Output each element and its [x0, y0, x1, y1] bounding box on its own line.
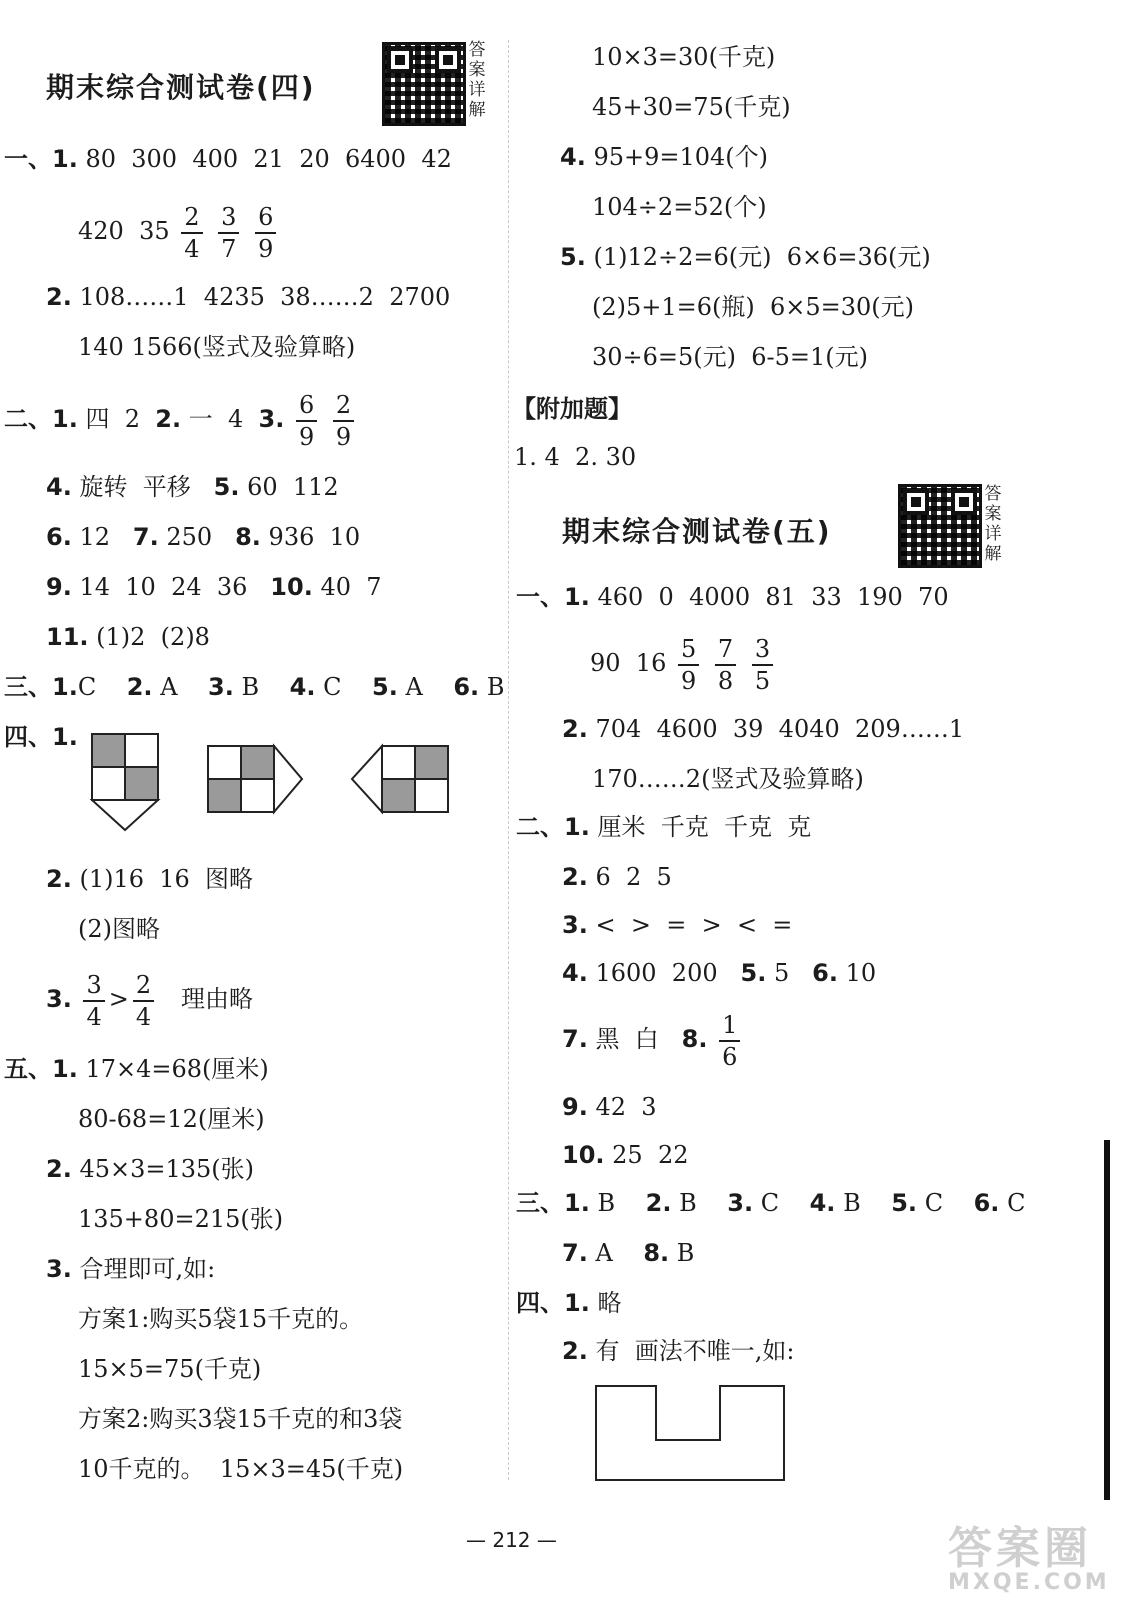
r-top-q5-l3: 30÷6=5(元) 6-5=1(元) — [592, 343, 869, 371]
column-divider — [508, 40, 509, 1480]
l-s5-q3-l4: 方案2:购买3袋15千克的和3袋 — [78, 1405, 403, 1433]
r-s2-q10: 10. 25 22 — [562, 1141, 689, 1169]
r-top-q4-l1: 4. 95+9=104(个) — [560, 143, 769, 171]
l-s1-line1: 一、1. 80 300 400 21 20 6400 42 — [4, 145, 452, 173]
l-s5-q2-l1: 2. 45×3=135(张) — [46, 1155, 255, 1183]
fraction: $\frac{6}{9}$ — [255, 202, 276, 264]
r-top-q5-l1: 5. (1)12÷2=6(元) 6×6=36(元) — [560, 243, 931, 271]
page-edge-bar — [1104, 1140, 1110, 1500]
qr-caption-left: 答 案 详 解 — [468, 40, 486, 120]
figure-right-arrow — [208, 746, 302, 812]
page-number: — 212 — — [466, 1528, 557, 1552]
figure-left-arrow — [352, 746, 448, 812]
fraction: $\frac{3}{4}$ — [83, 970, 104, 1032]
extra-title: 【附加题】 — [512, 395, 632, 423]
l-s2-row3: 6. 12 7. 250 8. 936 10 — [46, 523, 361, 551]
l-s3-row: 三、1.C 2. A 3. B 4. C 5. A 6. B — [4, 673, 505, 701]
l-s5-q3-l1: 3. 合理即可,如: — [46, 1255, 216, 1283]
fraction: $\frac{2}{4}$ — [181, 202, 202, 264]
l-s2-row4: 9. 14 10 24 36 10. 40 7 — [46, 573, 382, 601]
r-s2-q2: 2. 6 2 5 — [562, 863, 672, 891]
fraction: $\frac{7}{8}$ — [715, 634, 736, 696]
l-s4-q3: 3. $\frac{3}{4}$ > $\frac{2}{4}$ 理由略 — [46, 970, 254, 1031]
l-s4-q2-line1: 2. (1)16 16 图略 — [46, 865, 254, 893]
figure-down-arrow — [92, 734, 158, 830]
extra-answers: 1. 4 2. 30 — [514, 443, 637, 471]
l-s5-q3-l3: 15×5=75(千克) — [78, 1355, 262, 1383]
qr-caption-right: 答 案 详 解 — [984, 484, 1002, 564]
l-s1-q2-line1: 2. 108……1 4235 38……2 2700 — [46, 283, 451, 311]
r-s2-q9: 9. 42 3 — [562, 1093, 657, 1121]
fraction: $\frac{5}{9}$ — [678, 634, 699, 696]
l-s1-line2: 420 35 $\frac{2}{4}$ $\frac{3}{7}$ $\frac{6}{9}$ — [78, 196, 280, 266]
qr-code-left[interactable] — [382, 42, 466, 126]
r-s1-q2-line1: 2. 704 4600 39 4040 209……1 — [562, 715, 965, 743]
r-top-l2: 45+30=75(千克) — [592, 93, 791, 121]
fraction: $\frac{6}{9}$ — [296, 390, 317, 452]
r-s2-q3: 3. < > = > < = — [562, 911, 793, 939]
r-s2-q1: 二、1. 厘米 千克 千克 克 — [516, 813, 812, 841]
r-top-l1: 10×3=30(千克) — [592, 43, 776, 71]
pentagon-grid-figures — [90, 732, 470, 832]
r-s2-q7: 7. 黑 白 8. $\frac{1}{6}$ — [562, 1004, 744, 1074]
left-title: 期末综合测试卷(四) — [46, 71, 316, 104]
right-title: 期末综合测试卷(五) — [562, 515, 832, 548]
r-s3-row2: 7. A 8. B — [562, 1239, 695, 1267]
fraction: $\frac{2}{9}$ — [333, 390, 354, 452]
l-s5-q1-l2: 80-68=12(厘米) — [78, 1105, 265, 1133]
fraction: $\frac{3}{7}$ — [218, 202, 239, 264]
r-s3-row1: 三、1. B 2. B 3. C 4. B 5. C 6. C — [516, 1189, 1026, 1217]
r-s1-q2-line2: 170……2(竖式及验算略) — [592, 765, 864, 793]
l-s1-q2-line2: 140 1566(竖式及验算略) — [78, 333, 356, 361]
fraction: $\frac{2}{4}$ — [133, 970, 154, 1032]
l-s5-q2-l2: 135+80=215(张) — [78, 1205, 284, 1233]
r-s2-q4: 4. 1600 200 5. 5 6. 10 — [562, 959, 877, 987]
l-s5-q3-l5: 10千克的。 15×3=45(千克) — [78, 1455, 404, 1483]
fraction: $\frac{3}{5}$ — [752, 634, 773, 696]
fraction: $\frac{1}{6}$ — [719, 1010, 740, 1072]
r-top-q5-l2: (2)5+1=6(瓶) 6×5=30(元) — [592, 293, 915, 321]
r-s4-q2: 2. 有 画法不唯一,如: — [562, 1337, 795, 1365]
r-s1-line1: 一、1. 460 0 4000 81 33 190 70 — [516, 583, 949, 611]
l-s5-q1-l1: 五、1. 17×4=68(厘米) — [4, 1055, 269, 1083]
l-s2-row5: 11. (1)2 (2)8 — [46, 623, 210, 651]
u-shape-figure — [594, 1384, 788, 1484]
l-s2-row1: 二、1. 四 2 2. 一 4 3. $\frac{6}{9}$ $\frac{2}{9}$ — [4, 384, 358, 454]
watermark-logo: 答案圈 MXQE.COM — [948, 1523, 1110, 1595]
l-s4-label: 四、1. — [4, 723, 78, 751]
r-s4-q1: 四、1. 略 — [516, 1289, 622, 1317]
l-s4-q2-line2: (2)图略 — [78, 915, 160, 943]
l-s2-row2: 4. 旋转 平移 5. 60 112 — [46, 473, 339, 501]
r-s1-line2: 90 16 $\frac{5}{9}$ $\frac{7}{8}$ $\frac{3}{5}$ — [590, 628, 777, 698]
r-top-q4-l2: 104÷2=52(个) — [592, 193, 767, 221]
qr-code-right[interactable] — [898, 484, 982, 568]
l-s5-q3-l2: 方案1:购买5袋15千克的。 — [78, 1305, 364, 1333]
